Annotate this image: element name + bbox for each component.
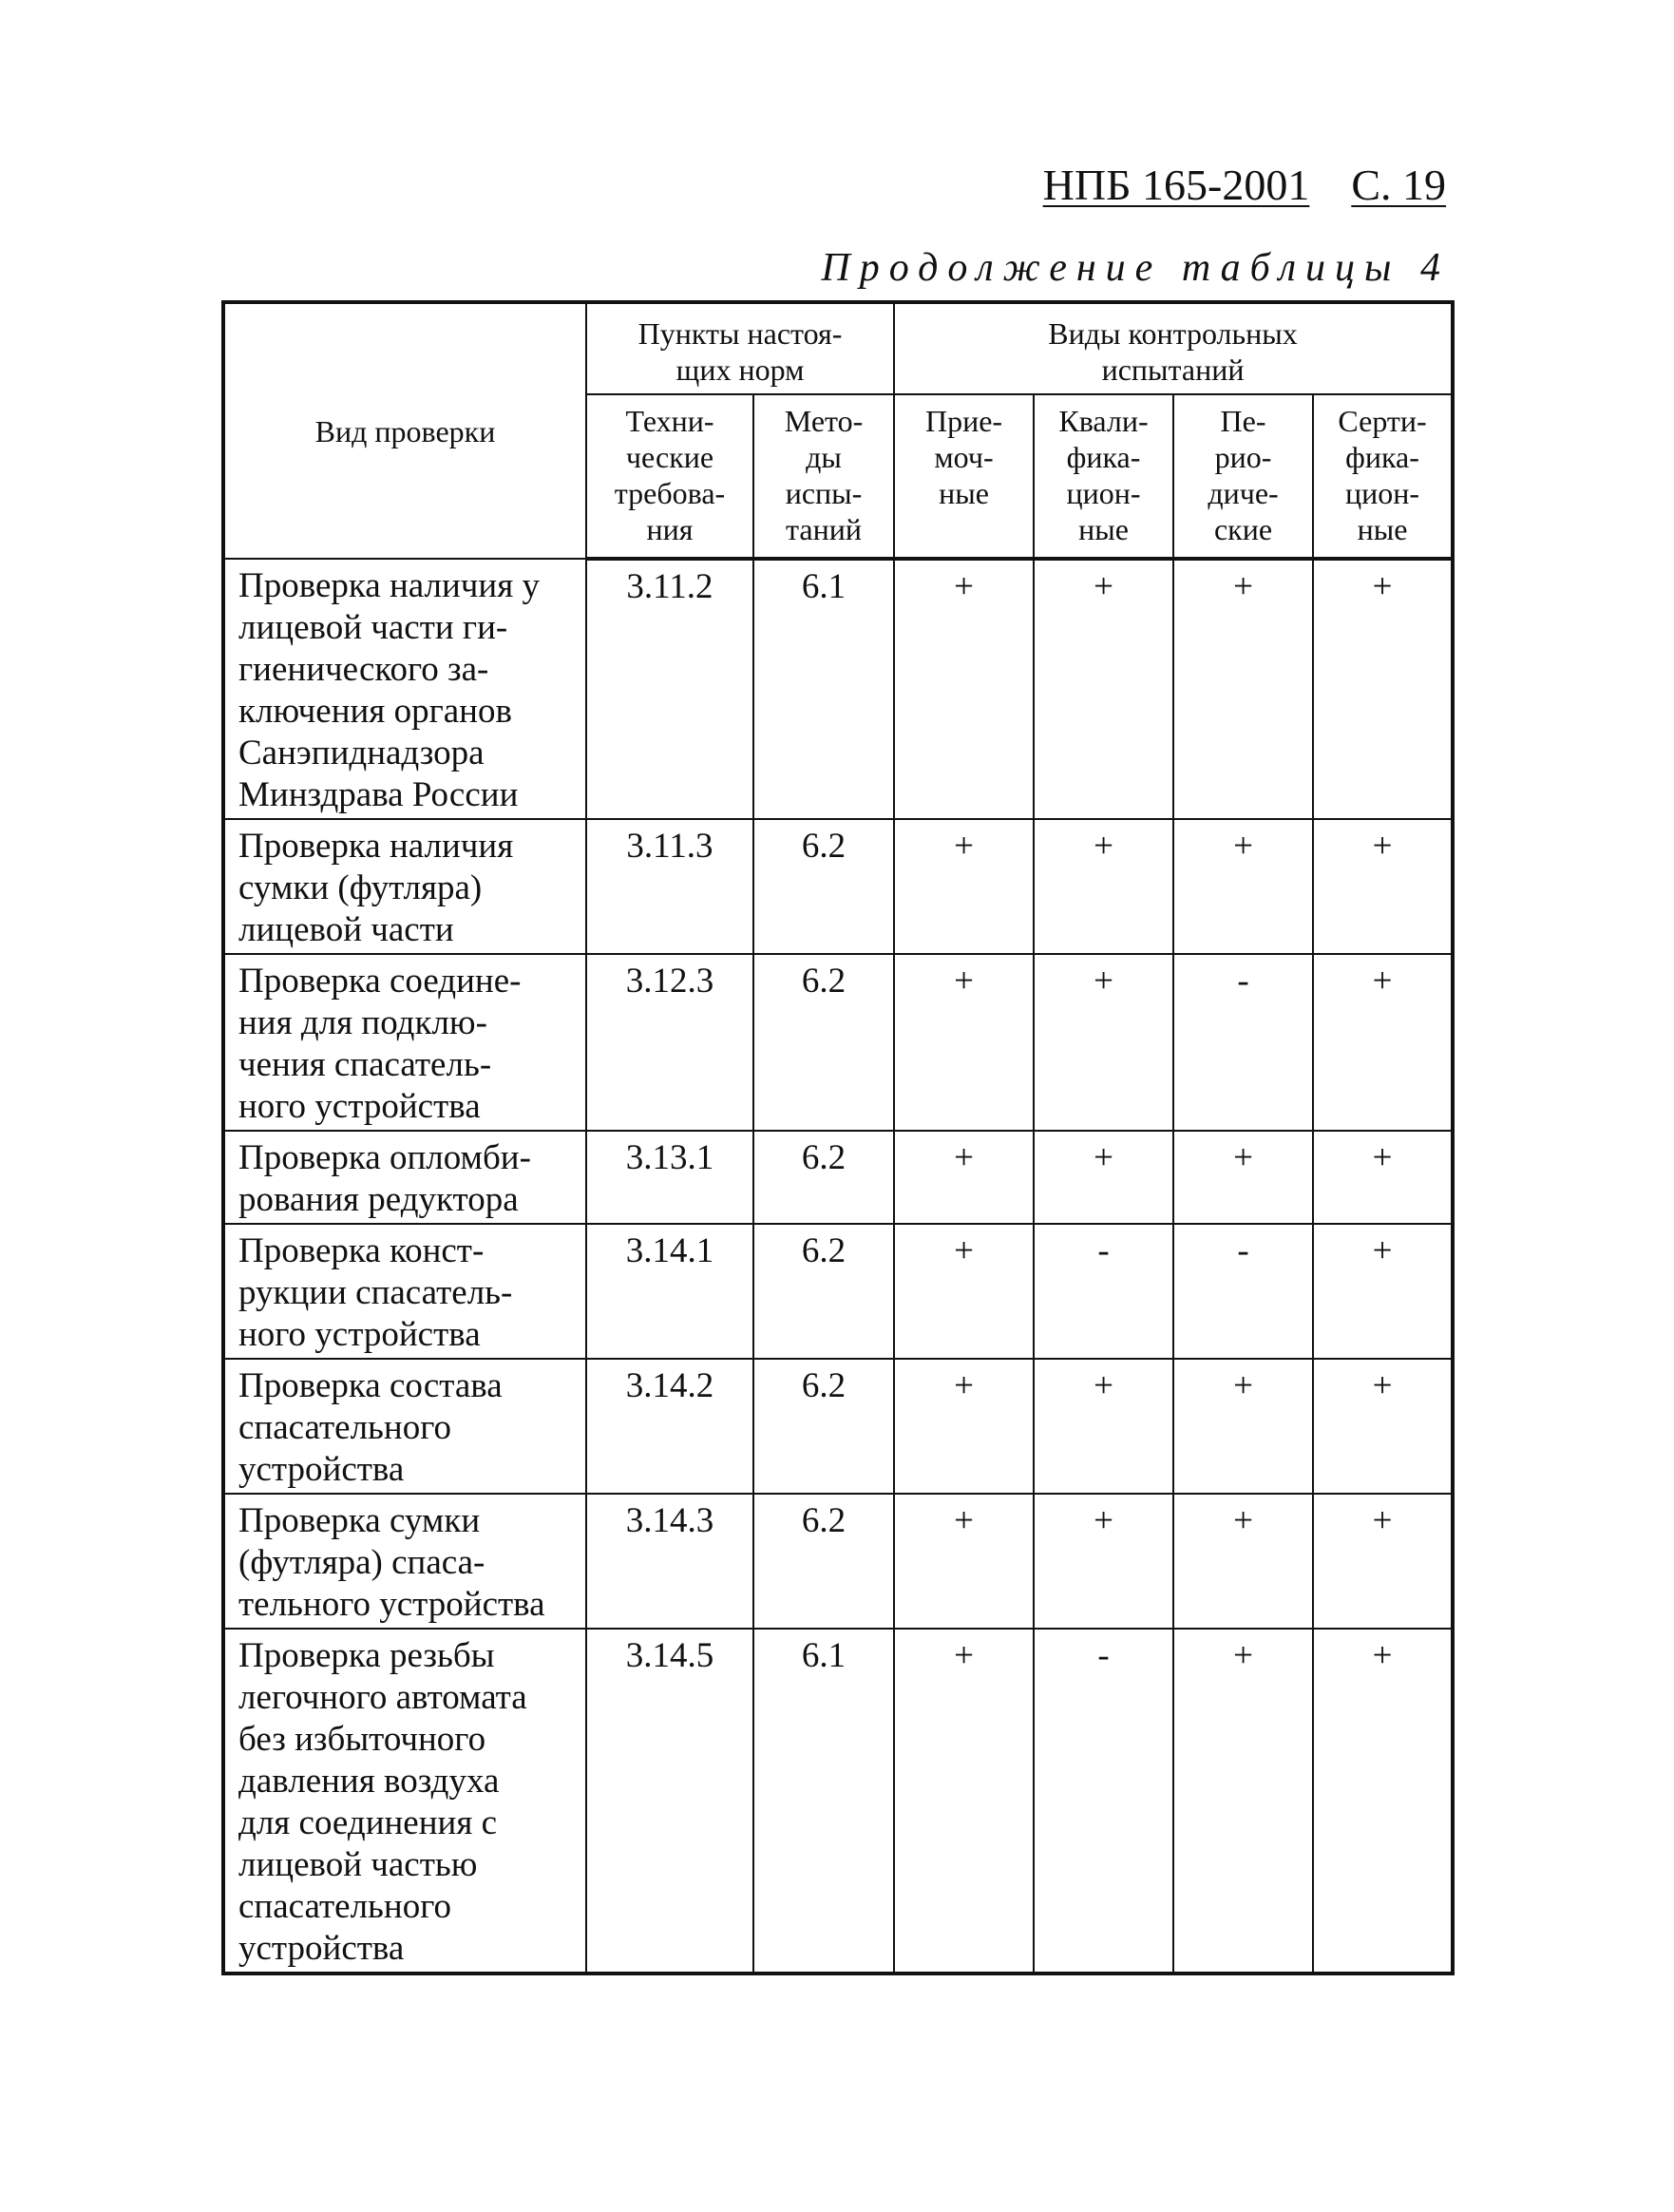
header-check-type [223,302,586,559]
row-certification-mark: + [1313,819,1453,954]
row-qualification-mark: + [1034,559,1173,819]
row-method-clause: 6.2 [753,1224,894,1359]
row-qualification-mark: - [1034,1224,1173,1359]
row-check-name-text: Проверка наличия у лицевой части ги- гиенического за- ключения органов Санэпиднадзора Минздрава России [238,566,540,814]
row-periodic-mark: + [1173,1359,1313,1494]
row-periodic-mark: + [1173,559,1313,819]
header-clauses [586,302,894,394]
header-tests [894,302,1453,394]
row-periodic-mark: + [1173,1629,1313,1974]
header-check-type-label: Вид проверки [314,413,496,448]
row-certification-mark: + [1313,559,1453,819]
row-tech-clause: 3.12.3 [586,954,753,1131]
row-check-name-text: Проверка опломби- рования редуктора [238,1138,531,1219]
row-check-name [223,1224,586,1359]
inspection-table [221,300,1455,1975]
row-periodic-mark: + [1173,819,1313,954]
row-method-clause: 6.2 [753,1359,894,1494]
row-acceptance-mark: + [894,1629,1034,1974]
subheader-label: Техни- ческие требова- ния [614,404,726,546]
row-tech-clause: 3.14.5 [586,1629,753,1974]
row-acceptance-mark: + [894,1131,1034,1224]
row-tech-clause: 3.11.2 [586,559,753,819]
table-row [223,954,1453,1131]
document-code: НПБ 165-2001 [1042,161,1310,209]
subheader-periodic [1173,394,1313,559]
row-method-clause: 6.2 [753,1494,894,1629]
table-continuation-caption: Продолжение таблицы 4 [821,246,1450,290]
subheader-acceptance [894,394,1034,559]
row-certification-mark: + [1313,1629,1453,1974]
header-tests-label: Виды контрольных испытаний [1048,316,1298,387]
subheader-tech-requirements [586,394,753,559]
row-check-name-text: Проверка состава спасательного устройства [238,1366,503,1489]
row-periodic-mark: + [1173,1131,1313,1224]
table-row [223,1131,1453,1224]
table-row [223,1629,1453,1974]
row-certification-mark: + [1313,1359,1453,1494]
row-periodic-mark: - [1173,1224,1313,1359]
subheader-label: Прие- моч- ные [924,404,1003,510]
row-acceptance-mark: + [894,819,1034,954]
row-acceptance-mark: + [894,1224,1034,1359]
row-check-name-text: Проверка конст- рукции спасатель- ного устройства [238,1231,513,1354]
table-row [223,1494,1453,1629]
row-periodic-mark: + [1173,1494,1313,1629]
row-acceptance-mark: + [894,1359,1034,1494]
document-header [1043,160,1446,210]
row-tech-clause: 3.13.1 [586,1131,753,1224]
row-method-clause: 6.1 [753,559,894,819]
row-check-name [223,1629,586,1974]
row-method-clause: 6.2 [753,1131,894,1224]
row-tech-clause: 3.14.3 [586,1494,753,1629]
row-qualification-mark: - [1034,1629,1173,1974]
row-check-name [223,819,586,954]
row-certification-mark: + [1313,1131,1453,1224]
row-qualification-mark: + [1034,1494,1173,1629]
row-check-name [223,1359,586,1494]
row-method-clause: 6.2 [753,954,894,1131]
row-method-clause: 6.2 [753,819,894,954]
row-certification-mark: + [1313,1494,1453,1629]
subheader-label: Квали- фика- цион- ные [1058,404,1149,546]
subheader-label: Пе- рио- диче- ские [1208,404,1279,546]
row-qualification-mark: + [1034,819,1173,954]
row-acceptance-mark: + [894,954,1034,1131]
row-check-name [223,954,586,1131]
page-number: С. 19 [1351,161,1446,209]
row-tech-clause: 3.14.1 [586,1224,753,1359]
table-row [223,1359,1453,1494]
row-acceptance-mark: + [894,1494,1034,1629]
row-qualification-mark: + [1034,1131,1173,1224]
table-row [223,819,1453,954]
table-row [223,559,1453,819]
subheader-qualification [1034,394,1173,559]
table-header-row [223,302,1453,394]
row-check-name-text: Проверка соедине- ния для подклю- чения спасатель- ного устройства [238,962,522,1126]
row-periodic-mark: - [1173,954,1313,1131]
header-clauses-label: Пункты настоя- щих норм [637,316,843,387]
row-check-name [223,1494,586,1629]
row-check-name-text: Проверка резьбы легочного автомата без избыточного давления воздуха для соединения с лицевой частью спасательного устройства [238,1636,527,1968]
row-method-clause: 6.1 [753,1629,894,1974]
row-tech-clause: 3.14.2 [586,1359,753,1494]
row-qualification-mark: + [1034,1359,1173,1494]
table-row [223,1224,1453,1359]
row-tech-clause: 3.11.3 [586,819,753,954]
row-check-name-text: Проверка сумки (футляра) спаса- тельного устройства [238,1501,545,1624]
subheader-test-methods [753,394,894,559]
row-check-name [223,559,586,819]
row-qualification-mark: + [1034,954,1173,1131]
row-check-name [223,1131,586,1224]
row-check-name-text: Проверка наличия сумки (футляра) лицевой части [238,827,514,949]
subheader-certification [1313,394,1453,559]
subheader-label: Мето- ды испы- таний [784,404,864,546]
row-acceptance-mark: + [894,559,1034,819]
row-certification-mark: + [1313,954,1453,1131]
subheader-label: Серти- фика- цион- ные [1338,404,1427,546]
row-certification-mark: + [1313,1224,1453,1359]
